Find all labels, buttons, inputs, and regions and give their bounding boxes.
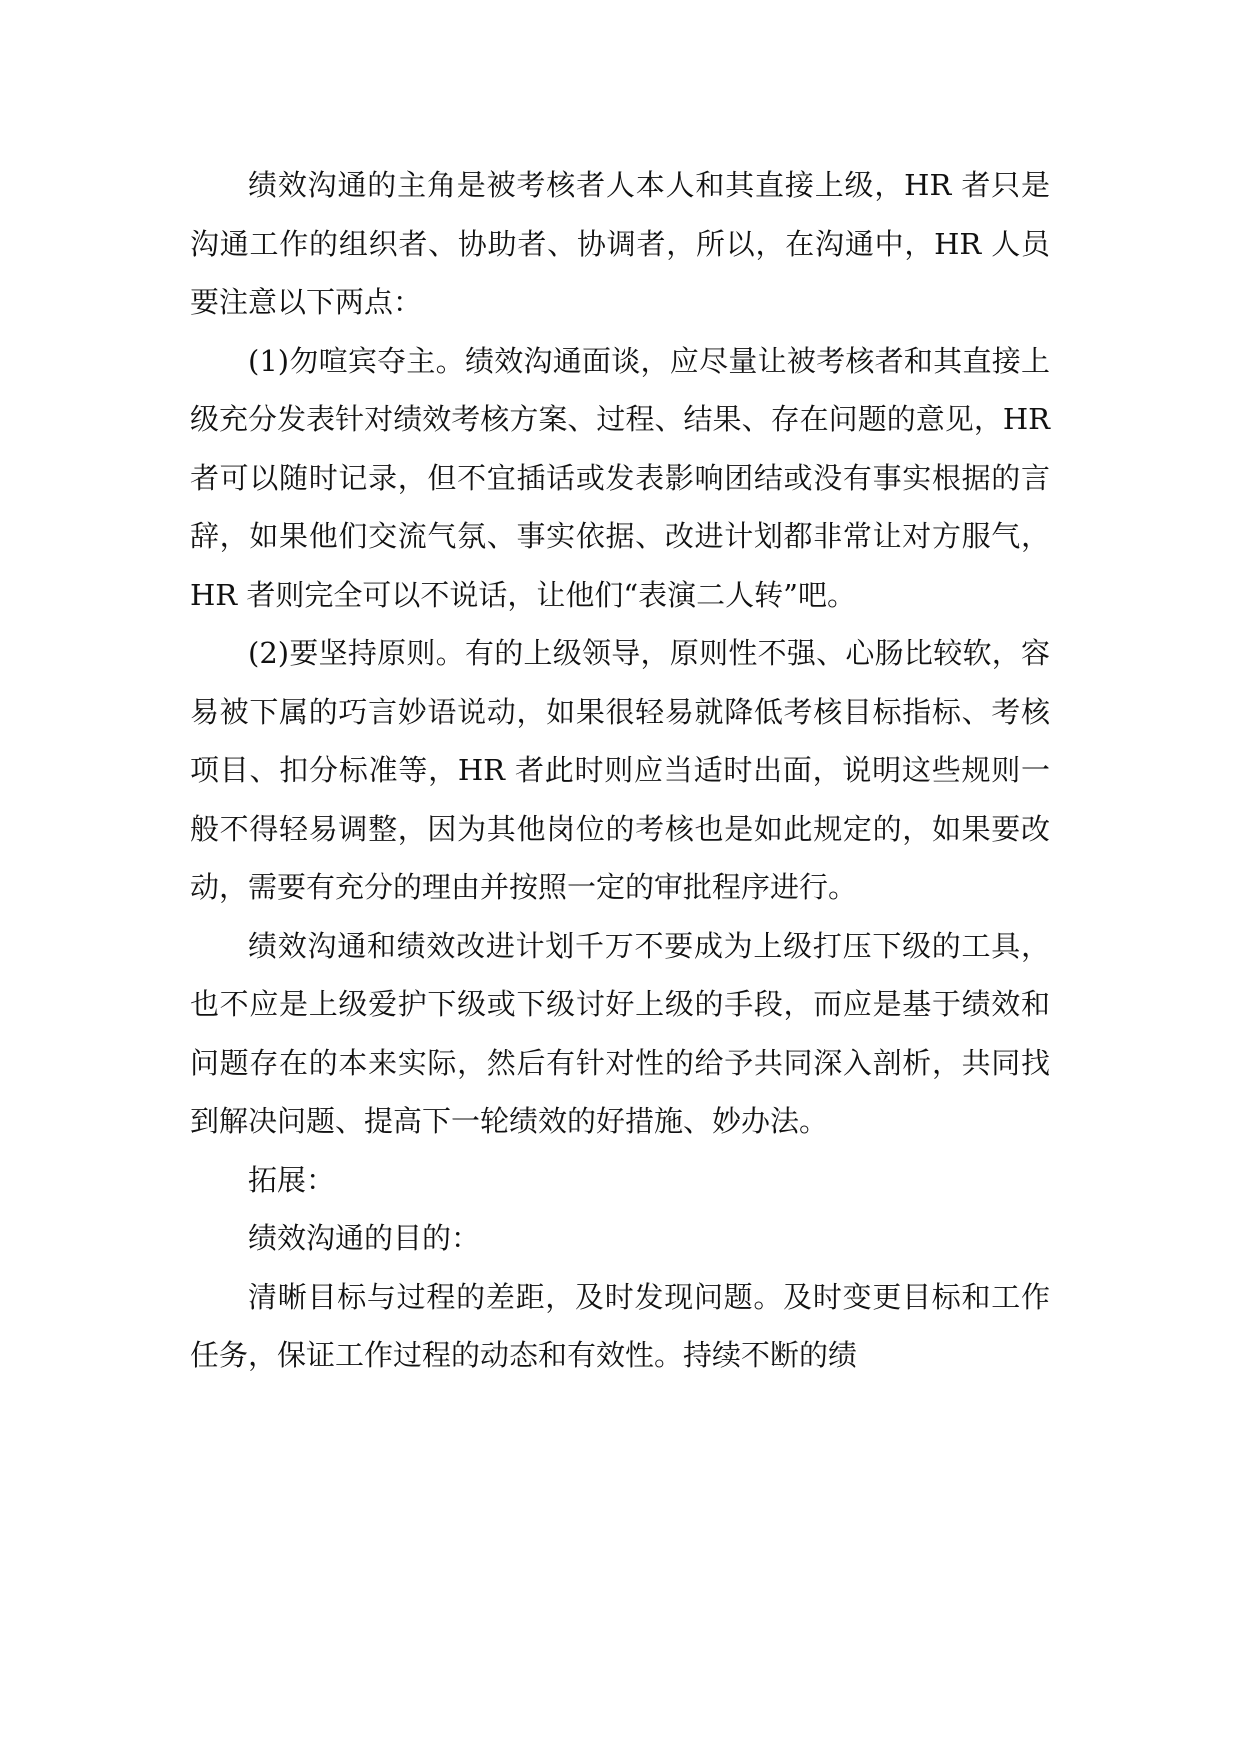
paragraph-point-2: (2)要坚持原则。有的上级领导，原则性不强、心肠比较软，容易被下属的巧言妙语说动，如果很轻易就降低考核目标指标、考核项目、扣分标准等，HR 者此时则应当适时出面，说明这些规则一般不得轻易调整，因为其他岗位的考核也是如此规定的，如果要改动，需要有充分的理由并按照一定的审批程序进行。 xyxy=(190,636,1050,904)
paragraph-purpose-body: 清晰目标与过程的差距，及时发现问题。及时变更目标和工作任务，保证工作过程的动态和有效性。持续不断的绩 xyxy=(190,1279,1050,1372)
document-body xyxy=(190,156,1050,1385)
paragraph-intro: 绩效沟通的主角是被考核者人本人和其直接上级，HR 者只是沟通工作的组织者、协助者、协调者，所以，在沟通中，HR 人员要注意以下两点： xyxy=(190,168,1050,319)
paragraph-purpose-heading: 绩效沟通的目的： xyxy=(248,1221,481,1255)
paragraph-conclusion: 绩效沟通和绩效改进计划千万不要成为上级打压下级的工具，也不应是上级爱护下级或下级讨好上级的手段，而应是基于绩效和问题存在的本来实际，然后有针对性的给予共同深入剖析，共同找到解决问题、提高下一轮绩效的好措施、妙办法。 xyxy=(190,928,1050,1138)
paragraph-point-1: (1)勿喧宾夺主。绩效沟通面谈，应尽量让被考核者和其直接上级充分发表针对绩效考核方案、过程、结果、存在问题的意见，HR 者可以随时记录，但不宜插话或发表影响团结或没有事实根据的言辞，如果他们交流气氛、事实依据、改进计划都非常让对方服气，HR 者则完全可以不说话，让他们“表演二人转”吧。 xyxy=(190,343,1050,612)
paragraph-extension-heading: 拓展： xyxy=(248,1162,336,1197)
